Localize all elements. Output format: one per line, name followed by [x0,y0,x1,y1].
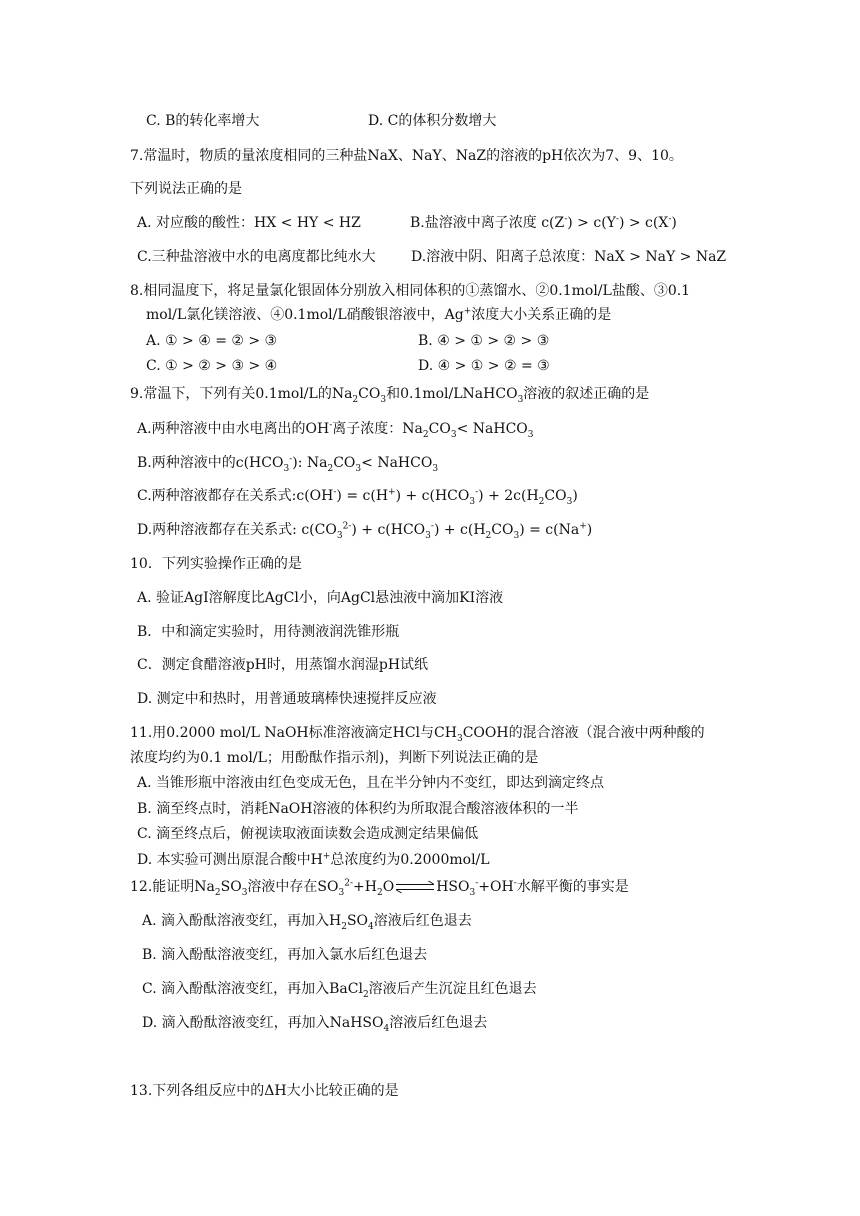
q6-option-d: D. C的体积分数增大 [368,113,497,129]
q11-option-b: B. 滴至终点时，消耗NaOH溶液的体积约为所取混合酸溶液体积的一半 [137,801,579,817]
q6-option-c: C. B的转化率增大 [146,113,260,129]
equilibrium-arrow-icon [394,881,436,893]
q7-option-c: C.三种盐溶液中水的电离度都比纯水大 [137,249,376,265]
q11-option-d: D. 本实验可测出原混合酸中H+总浓度约为0.2000mol/L [137,851,490,868]
q8-option-b: B. ④ > ① > ② > ③ [418,333,550,349]
q8-option-d: D. ④ > ① > ② = ③ [418,358,550,374]
q13-stem: 13.下列各组反应中的ΔH大小比较正确的是 [130,1083,399,1099]
q11-stem-2: 浓度均约为0.1 mol/L；用酚酞作指示剂)，判断下列说法正确的是 [130,750,539,766]
q12-option-d: D. 滴入酚酞溶液变红，再加入NaHSO$_4$溶液后红色退去 [142,1015,488,1034]
q8-option-c: C. ① > ② > ③ > ④ [146,358,278,374]
q9-option-d: D.两种溶液都存在关系式: $c(CO_3^{2-}) + c(HCO_3^-) + c(H_2CO_3) = c(Na^+)$ [137,521,593,541]
q9-stem: 9.常温下，下列有关0.1mol/L的$Na_2CO_3$和0.1mol/LNaHCO$_3$溶液的叙述正确的是 [130,386,650,405]
q10-option-a: A. 验证AgI溶解度比AgCl小，向AgCl悬浊液中滴加KI溶液 [137,590,504,606]
q7-option-d: D.溶液中阴、阳离子总浓度：NaX > NaY > NaZ [411,249,727,265]
q9-option-b: B.两种溶液中的$c(HCO_3^-)$: $Na_2CO_3<$ NaHCO$_3$ [137,454,439,474]
q7-option-a: A. 对应酸的酸性：HX < HY < HZ [137,215,361,231]
q12-option-b: B. 滴入酚酞溶液变红，再加入氯水后红色退去 [142,947,428,963]
q7-stem-2: 下列说法正确的是 [130,181,242,197]
q8-stem: 8.相同温度下，将足量氯化银固体分别放入相同体积的①蒸馏水、②0.1mol/L盐酸、③0.1 [130,283,691,299]
q9-option-a: A.两种溶液中由水电离出的OH-离子浓度：$Na_2CO_3<$ NaHCO$_3$ [137,420,534,440]
q12-stem: 12.能证明$Na_2SO_3$溶液中存在$SO_3^{2-}+H_2O$ $HSO_3^-+OH^-$水解平衡的事实是 [130,878,629,898]
q8-stem-2: mol/L氯化镁溶液、④0.1mol/L硝酸银溶液中，Ag+浓度大小关系正确的是 [146,306,612,323]
q11-stem: 11.用0.2000 mol/L NaOH标准溶液滴定HCl与$CH_3COOH$的混合溶液（混合液中两种酸的 [130,725,705,744]
q8-option-a: A. ① > ④ = ② > ③ [146,333,278,349]
q11-option-c: C. 滴至终点后，俯视读取液面读数会造成测定结果偏低 [137,826,479,842]
q10-option-c: C．测定食醋溶液pH时，用蒸馏水润湿pH试纸 [137,657,429,673]
q9-option-c: C.两种溶液都存在关系式:c(OH-) = $c(H^+) + c(HCO_3^-) + 2c(H_2CO_3)$ [137,487,578,507]
q10-option-b: B．中和滴定实验时，用待测液润洗锥形瓶 [137,624,400,640]
q11-option-a: A. 当锥形瓶中溶液由红色变成无色，且在半分钟内不变红，即达到滴定终点 [137,775,605,791]
q10-stem: 10．下列实验操作正确的是 [130,556,302,572]
q12-option-c: C. 滴入酚酞溶液变红，再加入BaCl$_2$溶液后产生沉淀且红色退去 [142,981,537,1000]
q12-option-a: A. 滴入酚酞溶液变红，再加入$H_2SO_4$溶液后红色退去 [142,913,472,932]
q10-option-d: D. 测定中和热时，用普通玻璃棒快速搅拌反应液 [137,691,437,707]
q7-option-b: B.盐溶液中离子浓度 c(Z-) > c(Y-) > c(X-) [410,214,677,231]
q7-stem: 7.常温时，物质的量浓度相同的三种盐NaX、NaY、NaZ的溶液的pH依次为7、9、10。 [130,148,683,164]
